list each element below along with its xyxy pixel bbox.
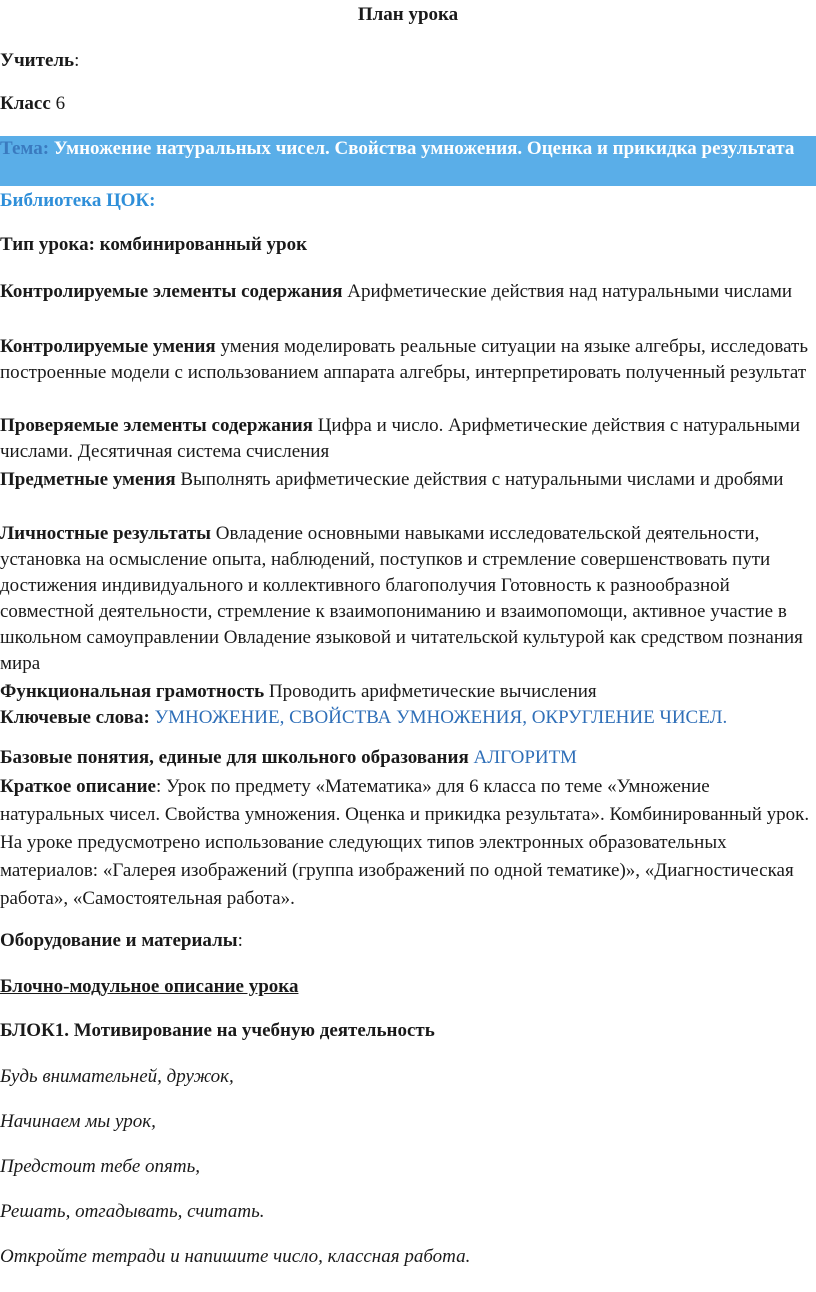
field-label: Контролируемые умения	[0, 336, 216, 357]
short-description-label: Краткое описание	[0, 776, 156, 797]
field-controlled-elements	[0, 279, 812, 305]
field-text: Проводить арифметические вычисления	[268, 681, 597, 702]
field-label: Проверяемые элементы содержания	[0, 415, 313, 436]
field-text: Овладение основными навыками исследовательской деятельности, установка на осмысление опыта, наблюдений, поступков и стремление совершенствовать пути достижения индивидуального и коллективного благополучия Готовность к разнообразной совместной деятельности, стремление к взаимопониманию и взаимопомощи, активное участие в школьном самоуправлении Овладение языковой и читательской культурой как средством познания мира	[0, 523, 803, 674]
field-label: Функциональная грамотность	[0, 681, 265, 702]
library-label: Библиотека ЦОК:	[0, 190, 156, 211]
equipment-colon: :	[237, 930, 243, 951]
poem-line: Решать, отгадывать, считать.	[0, 1201, 265, 1222]
field-label: Контролируемые элементы содержания	[0, 281, 343, 302]
field-subject-skills	[0, 467, 812, 493]
poem-line: Начинаем мы урок,	[0, 1111, 156, 1132]
poem-line: Будь внимательней, дружок,	[0, 1066, 234, 1087]
short-description-text: : Урок по предмету «Математика» для 6 класса по теме «Умножение натуральных чисел. Свойства умножения. Оценка и прикидка результата». Комбинированный урок. На уроке предусмотрено использование следующих типов электронных образовательных материалов: «Галерея изображений (группа изображений по одной тематике)», «Диагностическая работа», «Самостоятельная работа».	[0, 776, 810, 909]
class-line	[0, 93, 65, 115]
block1-heading: БЛОК1. Мотивирование на учебную деятельность	[0, 1020, 435, 1041]
teacher-label: Учитель	[0, 50, 75, 71]
poem-line: Предстоит тебе опять,	[0, 1156, 201, 1177]
topic-text: Умножение натуральных чисел. Свойства умножения. Оценка и прикидка результата	[53, 138, 795, 159]
class-value: 6	[55, 93, 66, 114]
topic-label: Тема:	[0, 138, 50, 159]
field-text: Выполнять арифметические действия с натуральными числами и дробями	[180, 469, 784, 490]
page-title: План урока	[357, 4, 459, 25]
keywords-label: Ключевые слова:	[0, 707, 150, 728]
field-personal-results	[0, 521, 812, 677]
field-label: Личностные результаты	[0, 523, 211, 544]
class-label: Класс	[0, 93, 51, 114]
poem-line: Откройте тетради и напишите число, классная работа.	[0, 1246, 471, 1267]
base-concepts	[0, 745, 812, 771]
field-text: Арифметические действия над натуральными числами	[347, 281, 793, 302]
lesson-type: Тип урока: комбинированный урок	[0, 234, 308, 255]
short-description	[0, 773, 812, 913]
keywords	[0, 705, 812, 731]
block-description-heading: Блочно-модульное описание урока	[0, 976, 299, 997]
teacher-line	[0, 50, 79, 72]
base-concepts-label: Базовые понятия, единые для школьного образования	[0, 747, 469, 768]
equipment-line	[0, 930, 243, 952]
field-controlled-skills	[0, 334, 812, 386]
keywords-text: УМНОЖЕНИЕ, СВОЙСТВА УМНОЖЕНИЯ, ОКРУГЛЕНИЕ ЧИСЕЛ.	[154, 707, 728, 728]
field-text: умения моделировать реальные ситуации на языке алгебры, исследовать построенные модели с использованием аппарата алгебры, интерпретировать полученный результат	[0, 336, 808, 383]
base-concepts-text: АЛГОРИТМ	[473, 747, 577, 768]
teacher-colon: :	[74, 50, 80, 71]
field-functional-literacy	[0, 679, 812, 705]
equipment-label: Оборудование и материалы	[0, 930, 238, 951]
field-text: Цифра и число. Арифметические действия с натуральными числами. Десятичная система счисления	[0, 415, 801, 462]
field-checked-elements	[0, 413, 812, 465]
field-label: Предметные умения	[0, 469, 176, 490]
topic	[0, 137, 810, 161]
